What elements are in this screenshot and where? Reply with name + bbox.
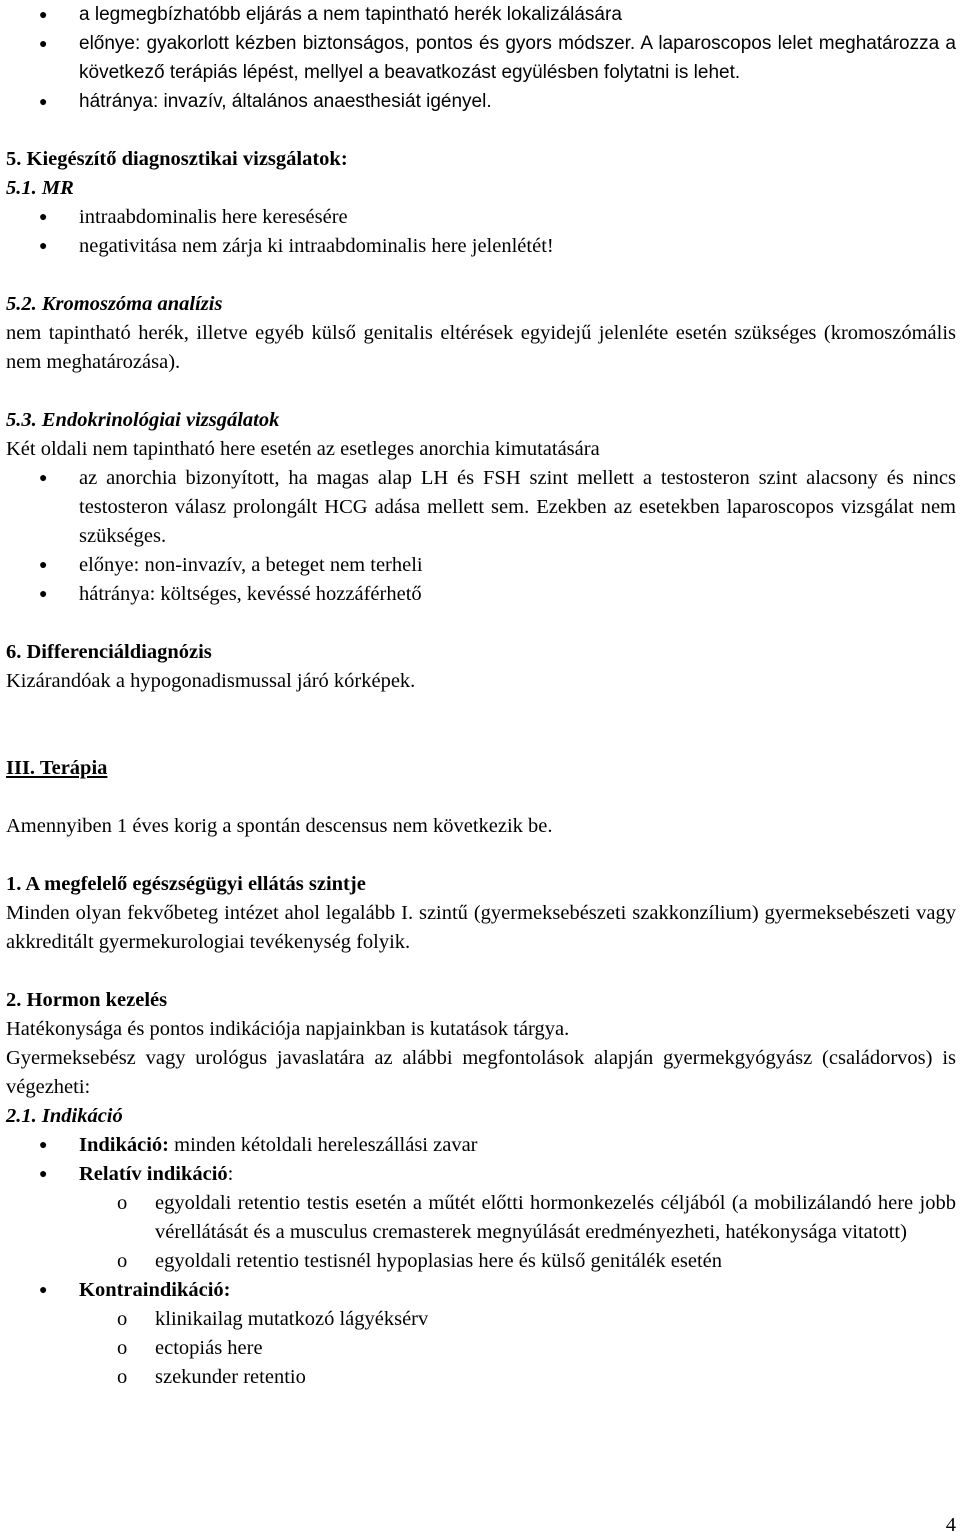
indication-list bbox=[6, 1131, 956, 1189]
section-III-heading: III. Terápia bbox=[6, 757, 108, 779]
therapy-intro: Amennyiben 1 éves korig a spontán descensus nem következik be. bbox=[6, 815, 553, 837]
list-item: ● előnye: gyakorlott kézben biztonságos, pontos és gyors módszer. A laparoscopos lelet meghatározza a következő terápiás lépést, mellyel a beavatkozást együlésben folytatni is lehet. bbox=[6, 29, 956, 87]
list-item: ● hátránya: költséges, kevéssé hozzáférhető bbox=[6, 580, 956, 609]
bullet-icon: ● bbox=[39, 93, 48, 109]
list-item: ● az anorchia bizonyított, ha magas alap LH és FSH szint mellett a testosteron szint alacsony és nincs testosteron válasz prolongált HCG adása mellett sem. Ezekben az esetekben laparoscopos vizsgálat nem szükséges. bbox=[6, 464, 956, 551]
relative-indication-list bbox=[6, 1189, 956, 1276]
page-number: 4 bbox=[945, 1514, 956, 1536]
list-item: o szekunder retentio bbox=[6, 1363, 956, 1392]
document-page bbox=[6, 0, 956, 1392]
section-1-text: Minden olyan fekvőbeteg intézet ahol legalább I. szintű (gyermeksebészeti szakkonzílium) gyermeksebészeti vagy akkreditált gyermekurologiai tevékenység folyik. bbox=[6, 902, 956, 953]
contraindication-header-list bbox=[6, 1276, 956, 1305]
section-2-text-2: Gyermeksebész vagy urológus javaslatára az alábbi megfontolások alapján gyermekgyógyász (családorvos) is végezheti: bbox=[6, 1047, 956, 1098]
section-5-3-intro: Két oldali nem tapintható here esetén az esetleges anorchia kimutatására bbox=[6, 438, 600, 460]
list-item: o egyoldali retentio testisnél hypoplasias here és külső genitálék esetén bbox=[6, 1247, 956, 1276]
list-item: ● Indikáció: minden kétoldali hereleszállási zavar bbox=[6, 1131, 956, 1160]
endo-bullet-list bbox=[6, 464, 956, 609]
bullet-icon: ● bbox=[39, 558, 48, 573]
list-item: ● előnye: non-invazív, a beteget nem terheli bbox=[6, 551, 956, 580]
list-item: o ectopiás here bbox=[6, 1334, 956, 1363]
list-item: ● Kontraindikáció: bbox=[6, 1276, 956, 1305]
bullet-icon: ● bbox=[39, 587, 48, 602]
bullet-icon: ● bbox=[39, 1283, 48, 1298]
top-bullet-list bbox=[6, 0, 956, 116]
list-item: o egyoldali retentio testis esetén a műtét előtti hormonkezelés céljából (a mobilizálandó here jobb vérellátását és a musculus cremasterek megnyúlását eredményezheti, hatékonysága vitatott) bbox=[6, 1189, 956, 1247]
list-item: ● a legmegbízhatóbb eljárás a nem tapintható herék lokalizálására bbox=[6, 0, 956, 29]
list-item: ● Relatív indikáció: bbox=[6, 1160, 956, 1189]
circle-bullet-icon: o bbox=[117, 1308, 128, 1330]
section-6-text: Kizárandóak a hypogonadismussal járó kórképek. bbox=[6, 670, 416, 692]
section-5-2-heading: 5.2. Kromoszóma analízis bbox=[6, 293, 223, 315]
circle-bullet-icon: o bbox=[117, 1250, 128, 1272]
section-5-3-heading: 5.3. Endokrinológiai vizsgálatok bbox=[6, 409, 280, 431]
mr-bullet-list bbox=[6, 203, 956, 261]
section-1-heading: 1. A megfelelő egészségügyi ellátás szintje bbox=[6, 873, 366, 895]
bullet-icon: ● bbox=[39, 35, 48, 51]
list-item: ● hátránya: invazív, általános anaesthesiát igényel. bbox=[6, 87, 956, 116]
section-2-1-heading: 2.1. Indikáció bbox=[6, 1105, 123, 1127]
contraindication-list bbox=[6, 1305, 956, 1392]
section-5-2-text: nem tapintható herék, illetve egyéb külső genitalis eltérések egyidejű jelenléte esetén szükséges (kromoszómális nem meghatározása). bbox=[6, 322, 956, 373]
section-6-heading: 6. Differenciáldiagnózis bbox=[6, 641, 212, 663]
section-5-1-heading: 5.1. MR bbox=[6, 177, 74, 199]
list-item: ● intraabdominalis here keresésére bbox=[6, 203, 956, 232]
section-2-text-1: Hatékonysága és pontos indikációja napjainkban is kutatások tárgya. bbox=[6, 1018, 570, 1040]
circle-bullet-icon: o bbox=[117, 1337, 128, 1359]
section-5-heading: 5. Kiegészítő diagnosztikai vizsgálatok: bbox=[6, 148, 348, 170]
bullet-icon: ● bbox=[39, 1138, 48, 1153]
bullet-icon: ● bbox=[39, 1167, 48, 1182]
bullet-icon: ● bbox=[39, 6, 48, 22]
bullet-icon: ● bbox=[39, 471, 48, 486]
list-item: o klinikailag mutatkozó lágyéksérv bbox=[6, 1305, 956, 1334]
section-2-heading: 2. Hormon kezelés bbox=[6, 989, 168, 1011]
bullet-icon: ● bbox=[39, 239, 48, 254]
list-item: ● negativitása nem zárja ki intraabdominalis here jelenlétét! bbox=[6, 232, 956, 261]
circle-bullet-icon: o bbox=[117, 1192, 128, 1214]
bullet-icon: ● bbox=[39, 210, 48, 225]
circle-bullet-icon: o bbox=[117, 1366, 128, 1388]
